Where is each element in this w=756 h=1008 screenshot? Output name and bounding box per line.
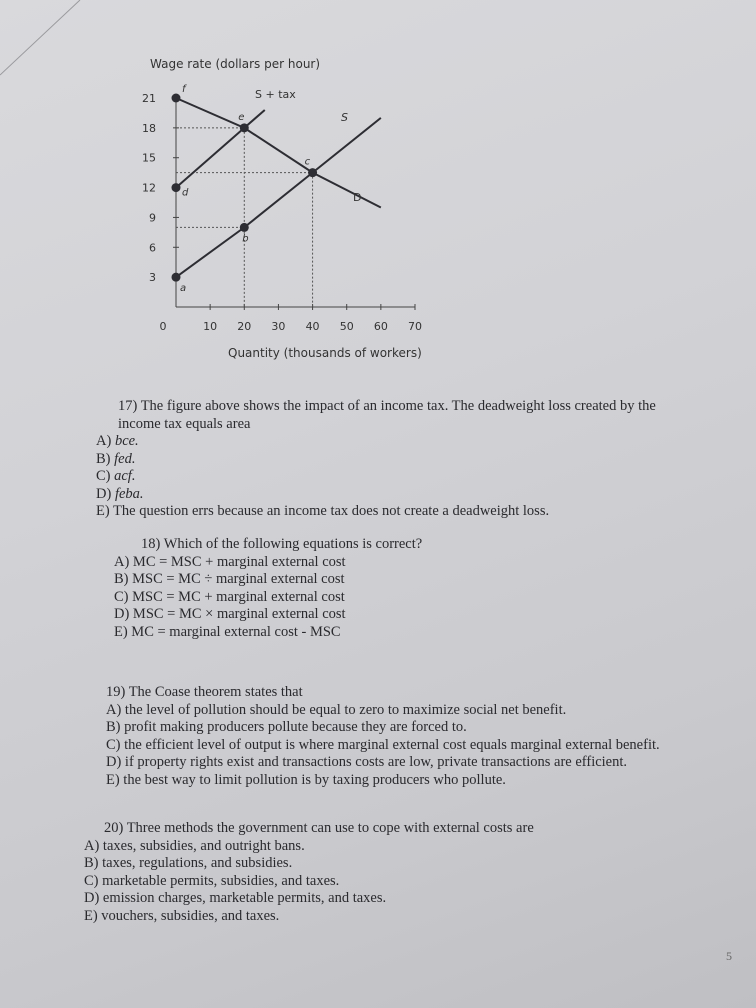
point-label-c: c xyxy=(304,156,311,168)
point-label-f: f xyxy=(182,84,186,95)
y-tick-label: 21 xyxy=(142,92,156,105)
y-tick-label: 6 xyxy=(149,241,156,255)
y-tick-label: 12 xyxy=(142,181,156,195)
question-20 xyxy=(84,820,534,925)
x-tick-label: 60 xyxy=(373,320,388,333)
x-tick-label: 50 xyxy=(339,320,354,333)
point-label-e: e xyxy=(238,111,245,123)
option-18e[interactable]: E) MC = marginal external cost - MSC xyxy=(114,623,341,640)
option-18a[interactable]: A) MC = MSC + marginal external cost xyxy=(114,553,346,570)
option-19e[interactable]: E) the best way to limit pollution is by taxing producers who pollute. xyxy=(106,771,506,788)
x-axis-label: Quantity (thousands of workers) xyxy=(228,346,422,360)
question-17-stem-line1: 17) The figure above shows the impact of an income tax. The deadweight loss created by the xyxy=(118,398,656,414)
y-tick-label: 9 xyxy=(149,211,156,225)
x-tick-label: 70 xyxy=(408,320,422,333)
point-e xyxy=(240,123,249,132)
point-label-a: a xyxy=(180,283,187,295)
option-20a[interactable]: A) taxes, subsidies, and outright bans. xyxy=(84,837,305,854)
question-18 xyxy=(114,536,422,641)
point-d xyxy=(172,183,181,192)
label-d: D xyxy=(353,191,362,204)
option-20b[interactable]: B) taxes, regulations, and subsidies. xyxy=(84,855,293,871)
point-f xyxy=(172,94,181,103)
x-tick-label: 30 xyxy=(271,320,286,333)
question-17 xyxy=(96,398,656,521)
page-number: 5 xyxy=(726,949,732,963)
option-19d[interactable]: D) if property rights exist and transactions costs are low, private transactions are efficient. xyxy=(106,754,628,770)
point-c xyxy=(308,168,317,177)
x-tick-label: 10 xyxy=(203,320,218,333)
point-label-b: b xyxy=(242,233,249,245)
option-19b[interactable]: B) profit making producers pollute because they are forced to. xyxy=(106,719,467,735)
option-17b[interactable]: B) fed. xyxy=(96,450,136,467)
option-18b[interactable]: B) MSC = MC ÷ marginal external cost xyxy=(114,571,345,587)
option-18c[interactable]: C) MSC = MC + marginal external cost xyxy=(114,588,345,605)
option-20c[interactable]: C) marketable permits, subsidies, and taxes. xyxy=(84,872,340,889)
label-s-plus-tax: S + tax xyxy=(255,88,296,101)
curve-s xyxy=(176,118,381,277)
curve-d xyxy=(176,98,381,207)
label-s: S xyxy=(341,111,348,124)
question-19-stem: 19) The Coase theorem states that xyxy=(106,684,303,700)
point-a xyxy=(172,273,181,282)
curve-s-tax xyxy=(176,110,265,188)
question-20-stem: 20) Three methods the government can use to cope with external costs are xyxy=(104,820,534,836)
x-tick-label: 20 xyxy=(237,320,252,333)
x-tick-label: 40 xyxy=(305,320,320,333)
question-18-stem: 18) Which of the following equations is correct? xyxy=(141,536,423,552)
y-tick-label: 18 xyxy=(142,121,156,135)
option-19c[interactable]: C) the efficient level of output is where marginal external cost equals marginal external benefit. xyxy=(106,736,660,753)
y-axis-label: Wage rate (dollars per hour) xyxy=(150,57,321,71)
option-17a[interactable]: A) bce. xyxy=(96,433,139,449)
option-20e[interactable]: E) vouchers, subsidies, and taxes. xyxy=(84,907,280,924)
option-18d[interactable]: D) MSC = MC × marginal external cost xyxy=(114,606,346,622)
option-17d[interactable]: D) feba. xyxy=(96,485,144,502)
point-b xyxy=(240,223,249,232)
y-tick-label: 15 xyxy=(142,151,156,165)
supply-demand-chart xyxy=(0,0,756,370)
plot-area xyxy=(142,84,422,333)
option-20d[interactable]: D) emission charges, marketable permits, and taxes. xyxy=(84,890,387,906)
question-17-stem-line2: income tax equals area xyxy=(118,415,251,432)
option-19a[interactable]: A) the level of pollution should be equal to zero to maximize social net benefit. xyxy=(106,701,567,718)
x-tick-label: 0 xyxy=(159,320,167,333)
question-19 xyxy=(106,684,660,789)
option-17c[interactable]: C) acf. xyxy=(96,468,136,484)
point-label-d: d xyxy=(182,187,189,199)
y-tick-label: 3 xyxy=(149,271,156,285)
option-17e[interactable]: E) The question errs because an income tax does not create a deadweight loss. xyxy=(96,503,550,519)
